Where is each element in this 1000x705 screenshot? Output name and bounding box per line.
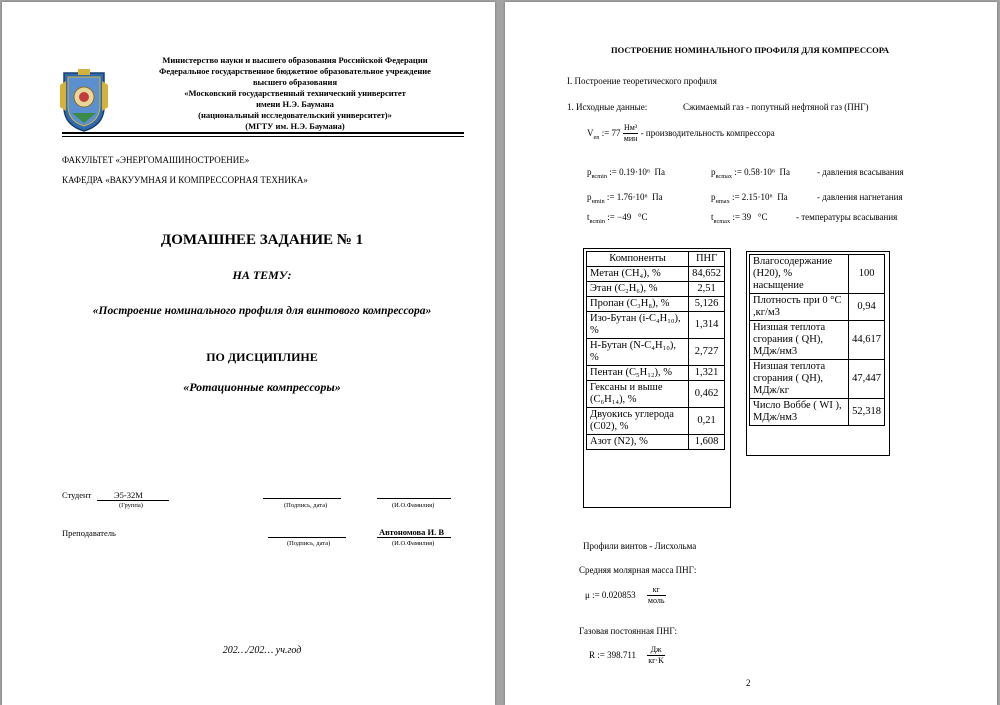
table-row: Азот (N2), % 1,608 [587, 435, 725, 450]
header-line: высшего образования [252, 77, 338, 87]
page-title: ПОСТРОЕНИЕ НОМИНАЛЬНОГО ПРОФИЛЯ ДЛЯ КОМПРЕССОРА [611, 45, 889, 55]
gas-description: Сжимаемый газ - попутный нефтяной газ (ПНГ) [683, 102, 869, 112]
mu-value: 0.020853 [601, 590, 636, 600]
ven-value: 77 [611, 128, 621, 138]
discipline-label: ПО ДИСЦИПЛИНЕ [206, 350, 318, 364]
ven-formula: $V_{en}$ := 77 $\frac{\text{Нм³}}{\text{мин}}$ - производительность компрессора [587, 123, 775, 144]
page-number: 2 [746, 678, 751, 688]
title-page [2, 2, 495, 705]
profile-line: Профили винтов - Лисхольма [583, 541, 697, 551]
mu-unit: $\frac{кг}{\text{моль}}$ [647, 585, 665, 606]
university-emblem-icon [58, 67, 110, 133]
header-line: (национальный исследовательский университет)» [198, 110, 392, 120]
teacher-signature-caption: (Подпись, дата) [287, 540, 331, 547]
input-data-label: 1. Исходные данные: [567, 102, 648, 112]
student-signature-caption: (Подпись, дата) [284, 502, 328, 509]
components-header: Компоненты [587, 252, 689, 267]
properties-table [749, 254, 885, 426]
r-unit: $\frac{Дж}{кг\cdot K}$ [648, 645, 664, 666]
temperature-description: - температуры всасывания [796, 212, 898, 222]
table-row: Влагосодержание (H20), % насыщение 100 [750, 255, 885, 294]
header-line: (МГТУ им. Н.Э. Баумана) [245, 121, 345, 131]
teacher-name-line [377, 537, 451, 538]
table-row: Метан (CH₄), % 84,652 [587, 267, 725, 282]
student-label: Студент [62, 490, 92, 500]
content-page [505, 2, 997, 705]
r-value: 398.711 [607, 650, 637, 660]
table-row: Гексаны и выше (C₆H₁₄), % 0,462 [587, 381, 725, 408]
student-group: Э5-32М [114, 490, 143, 500]
topic-label: НА ТЕМУ: [232, 268, 292, 282]
teacher-signature-line [268, 537, 346, 538]
document-title: ДОМАШНЕЕ ЗАДАНИЕ № 1 [160, 232, 364, 248]
table-row: Н-Бутан (N-C₄H₁₀), % 2,727 [587, 339, 725, 366]
table-row: Низшая теплота сгорания ( QH), МДж/кг 47,447 [750, 360, 885, 399]
teacher-name-caption: (И.О.Фамилия) [392, 540, 435, 547]
suction-description: - давления всасывания [817, 167, 904, 177]
molar-mass-label: Средняя молярная масса ПНГ: [579, 565, 697, 575]
student-name-line [377, 498, 451, 499]
components-table [586, 251, 725, 450]
table-row: Двуокись углерода (C02), % 0,21 [587, 408, 725, 435]
faculty-line: ФАКУЛЬТЕТ «ЭНЕРГОМАШИНОСТРОЕНИЕ» [62, 155, 250, 165]
tbcmin-formula: $t_{всmin}$ := −49 °C [587, 212, 648, 225]
pnmin-formula: $p_{нmin}$ := 1.76·10⁶ Па [587, 192, 663, 205]
table-row: Изо-Бутан (i-C₄H₁₀), % 1,314 [587, 312, 725, 339]
mu-formula: μ := 0.020853 $\frac{кг}{\text{моль}}$ [585, 585, 665, 606]
department-line: КАФЕДРА «ВАКУУМНАЯ И КОМПРЕССОРНАЯ ТЕХНИКА» [62, 175, 308, 185]
teacher-label: Преподаватель [62, 528, 116, 538]
teacher-name: Автономова И. В [379, 527, 445, 537]
academic-year: 202…/202… уч.год [222, 645, 302, 656]
header-line: Федеральное государственное бюджетное образовательное учреждение [159, 66, 431, 76]
student-signature-line [263, 498, 341, 499]
ministry-header [130, 55, 460, 132]
pbcmax-formula: $p_{всmax}$ := 0.58·10⁶ Па [711, 167, 791, 180]
header-line: Министерство науки и высшего образования Российской Федерации [162, 55, 428, 65]
table-row: Число Вобб​е ( WI ), МДж/нм3 52,318 [750, 399, 885, 426]
header-divider [62, 132, 464, 134]
student-name-caption: (И.О.Фамилия) [392, 502, 435, 509]
pbcmin-formula: $p_{всmin}$ := 0.19·10⁶ Па [587, 167, 665, 180]
header-line: «Московский государственный технический университет [184, 88, 406, 98]
r-formula: R := 398.711 $\frac{Дж}{кг\cdot K}$ [589, 645, 664, 666]
pnmax-formula: $p_{нmax}$ := 2.15·10⁶ Па [711, 192, 788, 205]
tbcmax-formula: $t_{всmax}$ := 39 °C [711, 212, 768, 225]
ven-unit: $\frac{\text{Нм³}}{\text{мин}}$ [623, 123, 638, 144]
section-heading: I. Построение теоретического профиля [567, 76, 717, 86]
table-row: Плотность при 0 °C ,кг/м3 0,94 [750, 294, 885, 321]
discipline-text: «Ротационные компрессоры» [183, 380, 341, 394]
ven-description: - производительность компрессора [640, 128, 775, 138]
png-header: ПНГ [689, 252, 725, 267]
discharge-description: - давления нагнетания [817, 192, 903, 202]
table-row: Пропан (C₃H₈), % 5,126 [587, 297, 725, 312]
group-line [97, 500, 169, 501]
table-row: Этан (C₂H₆), % 2,51 [587, 282, 725, 297]
group-caption: (Группа) [119, 502, 143, 509]
header-divider-thin [62, 136, 464, 137]
gas-constant-label: Газовая постоянная ПНГ: [579, 626, 678, 636]
topic-text: «Построение номинального профиля для винтового компрессора» [92, 305, 432, 317]
table-header-row [587, 252, 725, 267]
header-line: имени Н.Э. Баумана [256, 99, 334, 109]
table-row: Пентан (C₅H₁₂), % 1,321 [587, 366, 725, 381]
table-row: Низшая теплота сгорания ( QH), МДж/нм3 44,617 [750, 321, 885, 360]
